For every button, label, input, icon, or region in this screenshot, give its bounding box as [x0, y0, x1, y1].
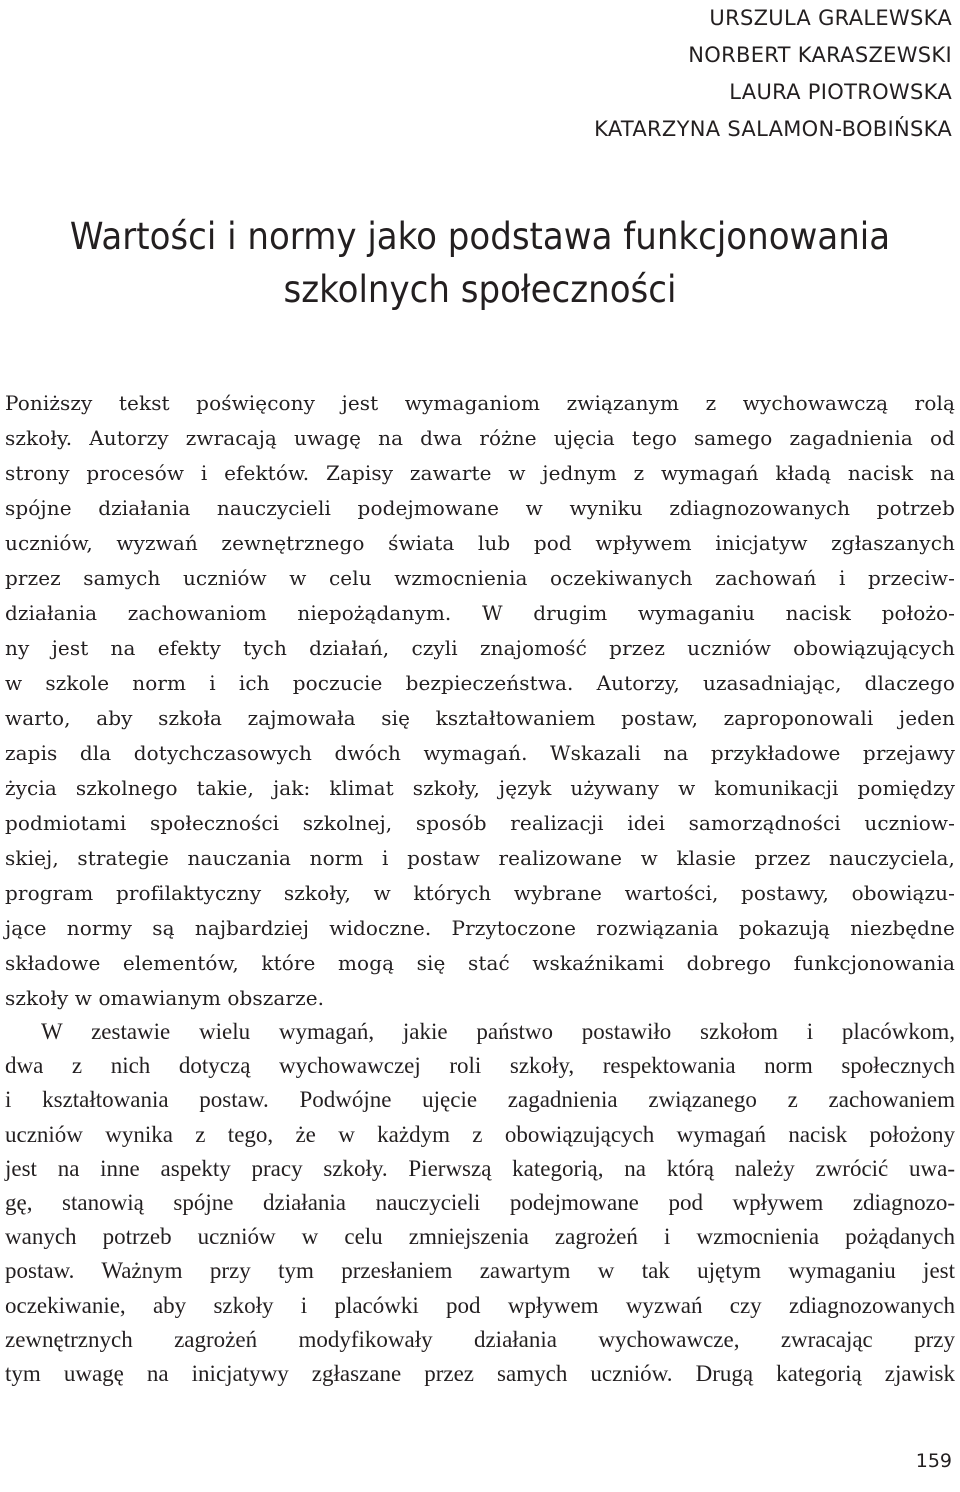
body-line: i kształtowania postaw. Podwójne ujęcie zagadnienia związanego z zachowaniem	[5, 1087, 955, 1113]
abstract	[5, 386, 955, 1016]
body-line: jest na inne aspekty pracy szkoły. Pierwszą kategorią, na którą należy zwrócić uwa-	[5, 1155, 955, 1181]
chapter-title-line: Wartości i normy jako podstawa funkcjonowania	[69, 215, 891, 258]
abstract-line: w szkole norm i ich poczucie bezpieczeństwa. Autorzy, uzasadniając, dlaczego	[5, 671, 955, 695]
abstract-line: strony procesów i efektów. Zapisy zawarte w jednym z wymagań kładą nacisk na	[5, 461, 955, 485]
abstract-line: Poniższy tekst poświęcony jest wymaganiom związanym z wychowawczą rolą	[5, 391, 955, 415]
author-name: URSZULA GRALEWSKA	[709, 6, 952, 30]
author-name: NORBERT KARASZEWSKI	[688, 43, 952, 67]
abstract-line: życia szkolnego takie, jak: klimat szkoły, język używany w komunikacji pomiędzy	[5, 776, 955, 800]
body-line: wanych potrzeb uczniów w celu zmniejszenia zagrożeń i wzmocnienia pożądanych	[5, 1224, 955, 1250]
author-list	[594, 0, 952, 148]
abstract-line: jące normy są najbardziej widoczne. Przytoczone rozwiązania pokazują niezbędne	[5, 916, 955, 940]
abstract-line: ny jest na efekty tych działań, czyli znajomość przez uczniów obowiązujących	[5, 636, 955, 660]
abstract-line: składowe elementów, które mogą się stać wskaźnikami dobrego funkcjonowania	[5, 951, 955, 975]
abstract-line: działania zachowaniom niepożądanym. W drugim wymaganiu nacisk położo-	[5, 601, 955, 625]
abstract-line: program profilaktyczny szkoły, w których wybrane wartości, postawy, obowiązu-	[5, 881, 955, 905]
abstract-line: szkoły w omawianym obszarze.	[5, 986, 325, 1010]
body-line: gę, stanowią spójne działania nauczycieli podejmowane pod wpływem zdiagnozo-	[5, 1190, 955, 1216]
author-name: LAURA PIOTROWSKA	[729, 80, 952, 104]
author-name: KATARZYNA SALAMON-BOBIŃSKA	[594, 117, 952, 141]
body-paragraph	[5, 1015, 955, 1391]
page-number: 159	[915, 1450, 952, 1472]
body-line: zewnętrznych zagrożeń modyfikowały działania wychowawcze, zwracając przy	[5, 1326, 955, 1352]
body-line: oczekiwanie, aby szkoły i placówki pod wpływem wyzwań czy zdiagnozowanych	[5, 1292, 955, 1318]
abstract-line: szkoły. Autorzy zwracają uwagę na dwa różne ujęcia tego samego zagadnienia od	[5, 426, 955, 450]
abstract-line: przez samych uczniów w celu wzmocnienia oczekiwanych zachowań i przeciw-	[5, 566, 955, 590]
chapter-title-line: szkolnych społeczności	[283, 268, 677, 311]
body-line: postaw. Ważnym przy tym przesłaniem zawartym w tak ujętym wymaganiu jest	[5, 1258, 955, 1284]
abstract-line: uczniów, wyzwań zewnętrznego świata lub pod wpływem inicjatyw zgłaszanych	[5, 531, 955, 555]
body-line: uczniów wynika z tego, że w każdym z obowiązujących wymagań nacisk położony	[5, 1121, 955, 1147]
abstract-line: podmiotami społeczności szkolnej, sposób realizacji idei samorządności uczniow-	[5, 811, 955, 835]
abstract-line: spójne działania nauczycieli podejmowane w wyniku zdiagnozowanych potrzeb	[5, 496, 955, 520]
body-line: dwa z nich dotyczą wychowawczej roli szkoły, respektowania norm społecznych	[5, 1053, 955, 1079]
body-line: W zestawie wielu wymagań, jakie państwo postawiło szkołom i placówkom,	[41, 1019, 955, 1044]
abstract-line: zapis dla dotychczasowych dwóch wymagań. Wskazali na przykładowe przejawy	[5, 741, 955, 765]
body-line: tym uwagę na inicjatywy zgłaszane przez samych uczniów. Drugą kategorią zjawisk	[5, 1361, 955, 1387]
chapter-title	[38, 210, 921, 316]
abstract-line: skiej, strategie nauczania norm i postaw realizowane w klasie przez nauczyciela,	[5, 846, 955, 870]
abstract-line: warto, aby szkoła zajmowała się kształtowaniem postaw, zaproponowali jeden	[5, 706, 955, 730]
